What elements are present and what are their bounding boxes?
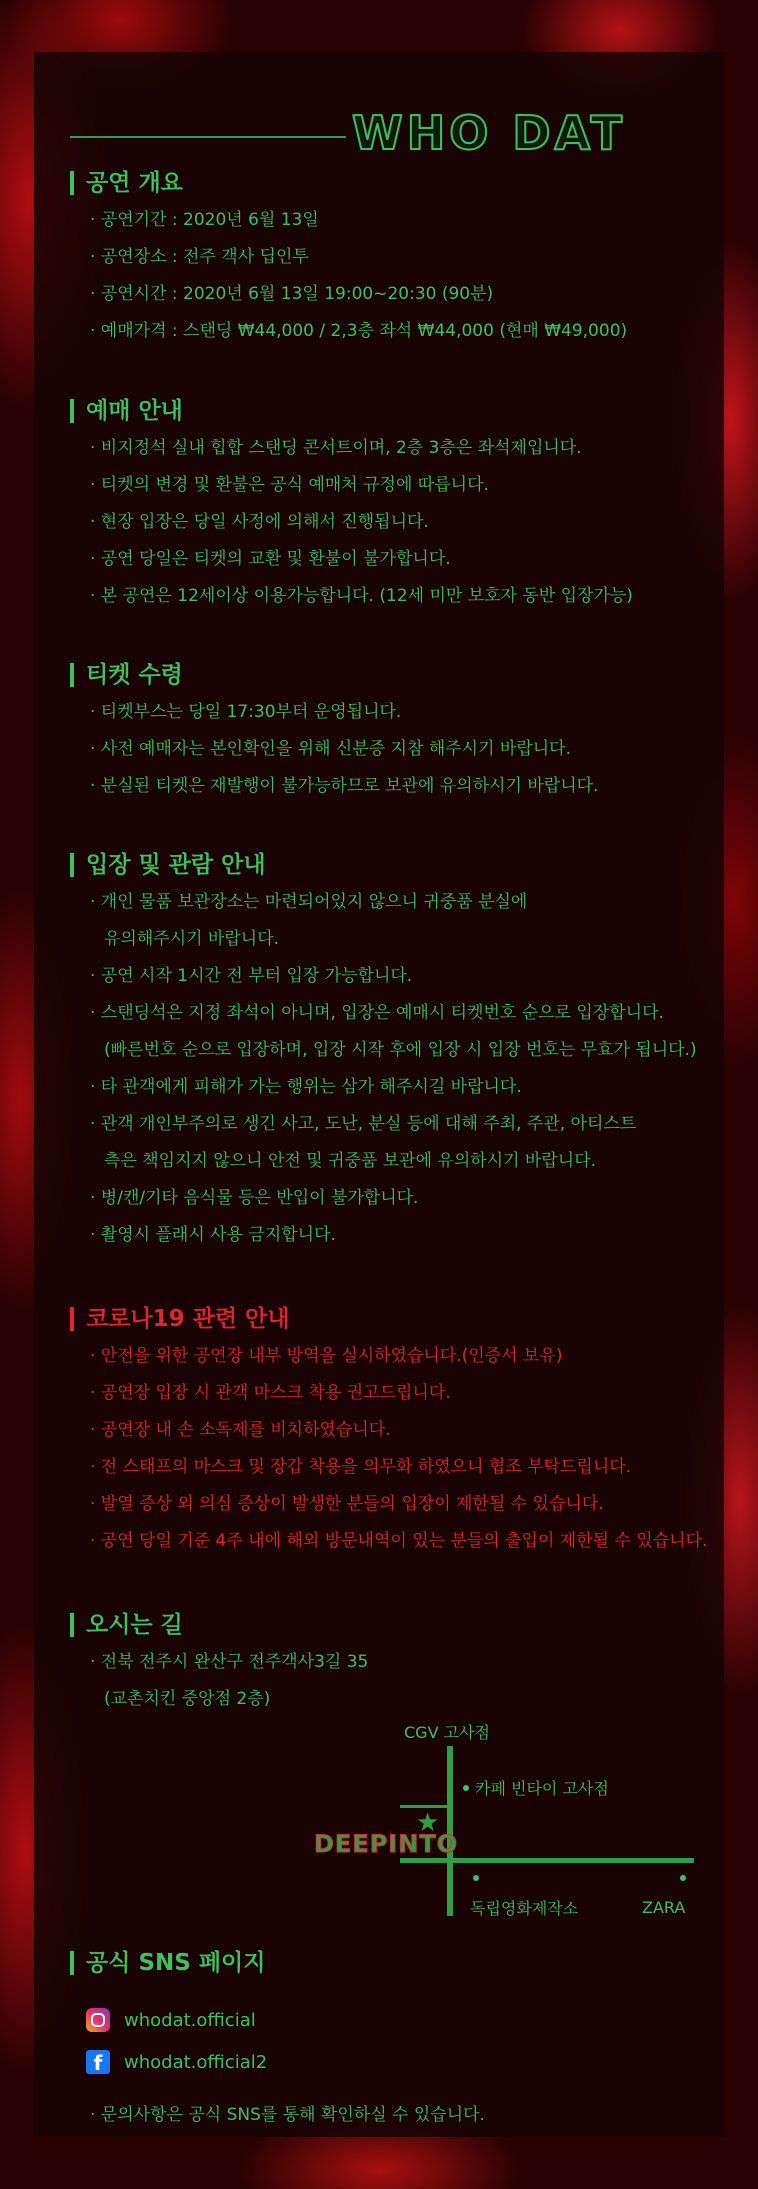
section-booking [70, 396, 730, 615]
section-title-text: 공식 SNS 페이지 [86, 1950, 266, 1976]
overview-item: · 공연장소 : 전주 객사 딥인투 [90, 247, 309, 267]
covid-item: · 공연 당일 기준 4주 내에 해외 방문내역이 있는 분들의 출입이 제한될 수 있습니다. [90, 1531, 708, 1551]
section-overview [70, 168, 730, 350]
sns-note: · 문의사항은 공식 SNS를 통해 확인하실 수 있습니다. [90, 2105, 485, 2125]
covid-item: · 공연장 입장 시 관객 마스크 착용 권고드립니다. [90, 1383, 451, 1403]
section-directions [70, 1610, 730, 1718]
facebook-icon: f [86, 2050, 110, 2074]
map-label-zara: ZARA [642, 1898, 686, 1917]
map-dot-indie [473, 1875, 479, 1881]
map-label-cgv: CGV 고사점 [404, 1723, 490, 1742]
entry-item: · 개인 물품 보관장소는 마련되어있지 않으니 귀중품 분실에 [90, 892, 528, 912]
booking-item: · 현장 입장은 당일 사정에 의해서 진행됩니다. [90, 512, 429, 532]
title-bar [70, 171, 74, 195]
facebook-handle: whodat.official2 [124, 2051, 268, 2073]
entry-item: (빠른번호 순으로 입장하며, 입장 시작 후에 입장 시 입장 번호는 무효가 됩니다.) [104, 1040, 697, 1060]
booking-item: · 본 공연은 12세이상 이용가능합니다. (12세 미만 보호자 동반 입장가능) [90, 586, 633, 606]
logo-divider-line [70, 136, 346, 138]
covid-item: · 안전을 위한 공연장 내부 방역을 실시하였습니다.(인증서 보유) [90, 1346, 563, 1366]
title-bar [70, 399, 74, 423]
facebook-link[interactable] [86, 2050, 267, 2074]
title-bar [70, 1613, 74, 1637]
section-title [70, 660, 730, 690]
ticket-item: · 티켓부스는 당일 17:30부터 운영됩니다. [90, 702, 402, 722]
entry-item: · 스탠딩석은 지정 좌석이 아니며, 입장은 예매시 티켓번호 순으로 입장합니다. [90, 1003, 664, 1023]
map-label-venue: DEEPINTO [314, 1830, 459, 1858]
instagram-icon [86, 2008, 110, 2032]
map-label-cafe: 카페 빈타이 고사점 [475, 1779, 609, 1798]
venue-star-icon: ★ [416, 1808, 440, 1838]
overview-item: · 예매가격 : 스탠딩 ₩44,000 / 2,3층 좌석 ₩44,000 (현매 ₩49,000) [90, 321, 628, 341]
section-title-text: 티켓 수령 [86, 662, 183, 688]
section-title [70, 168, 730, 198]
map-label-indie: 독립영화제작소 [470, 1899, 579, 1918]
booking-item: · 티켓의 변경 및 환불은 공식 예매처 규정에 따릅니다. [90, 475, 489, 495]
instagram-handle: whodat.official [124, 2009, 256, 2031]
overview-item: · 공연시간 : 2020년 6월 13일 19:00~20:30 (90분) [90, 284, 494, 304]
booking-item: · 공연 당일은 티켓의 교환 및 환불이 불가합니다. [90, 549, 451, 569]
address-line: · 전북 전주시 완산구 전주객사3길 35 [90, 1652, 369, 1672]
title-bar [70, 1307, 74, 1331]
title-bar [70, 663, 74, 687]
ticket-item: · 사전 예매자는 본인확인을 위해 신분증 지참 해주시기 바랍니다. [90, 739, 572, 759]
map-dot-cafe [463, 1785, 469, 1791]
covid-item: · 발열 증상 외 의심 증상이 발생한 분들의 입장이 제한될 수 있습니다. [90, 1494, 604, 1514]
section-title-text: 입장 및 관람 안내 [86, 852, 266, 878]
who-dat-logo: WHO DAT [352, 106, 626, 160]
section-title-text: 오시는 길 [86, 1612, 183, 1638]
entry-item: · 공연 시작 1시간 전 부터 입장 가능합니다. [90, 966, 413, 986]
booking-item: · 비지정석 실내 힙합 스탠딩 콘서트이며, 2층 3층은 좌석제입니다. [90, 438, 582, 458]
title-bar [70, 1951, 74, 1975]
section-title [70, 1304, 730, 1334]
section-title-text: 코로나19 관련 안내 [86, 1306, 290, 1332]
covid-item: · 공연장 내 손 소독제를 비치하였습니다. [90, 1420, 391, 1440]
covid-item: · 전 스태프의 마스크 및 장갑 착용을 의무화 하였으니 협조 부탁드립니다. [90, 1457, 632, 1477]
ticket-item: · 분실된 티켓은 재발행이 불가능하므로 보관에 유의하시기 바랍니다. [90, 776, 599, 796]
section-title-text: 공연 개요 [86, 170, 183, 196]
section-covid [70, 1304, 730, 1560]
sns-note-wrap [70, 2097, 730, 2134]
section-title [70, 1948, 730, 1978]
overview-item: · 공연기간 : 2020년 6월 13일 [90, 210, 319, 230]
section-ticket [70, 660, 730, 805]
section-entry [70, 850, 730, 1254]
section-title [70, 850, 730, 880]
map-road-horizontal [400, 1858, 694, 1863]
map-dot-zara [680, 1875, 686, 1881]
section-title [70, 396, 730, 426]
entry-item: · 타 관객에게 피해가 가는 행위는 삼가 해주시길 바랍니다. [90, 1077, 522, 1097]
entry-item: · 촬영시 플래시 사용 금지합니다. [90, 1225, 336, 1245]
section-title-text: 예매 안내 [86, 398, 183, 424]
entry-item: 유의해주시기 바랍니다. [104, 929, 280, 949]
address-detail: (교촌치킨 중앙점 2층) [104, 1689, 271, 1709]
section-sns [70, 1948, 730, 1978]
venue-map [300, 1718, 720, 1938]
section-title [70, 1610, 730, 1640]
entry-item: · 관객 개인부주의로 생긴 사고, 도난, 분실 등에 대해 주최, 주관, 아티스트 [90, 1114, 637, 1134]
title-bar [70, 853, 74, 877]
entry-item: 측은 책임지지 않으니 안전 및 귀중품 보관에 유의하시기 바랍니다. [104, 1151, 597, 1171]
instagram-link[interactable] [86, 2008, 256, 2032]
entry-item: · 병/캔/기타 음식물 등은 반입이 불가합니다. [90, 1188, 419, 1208]
